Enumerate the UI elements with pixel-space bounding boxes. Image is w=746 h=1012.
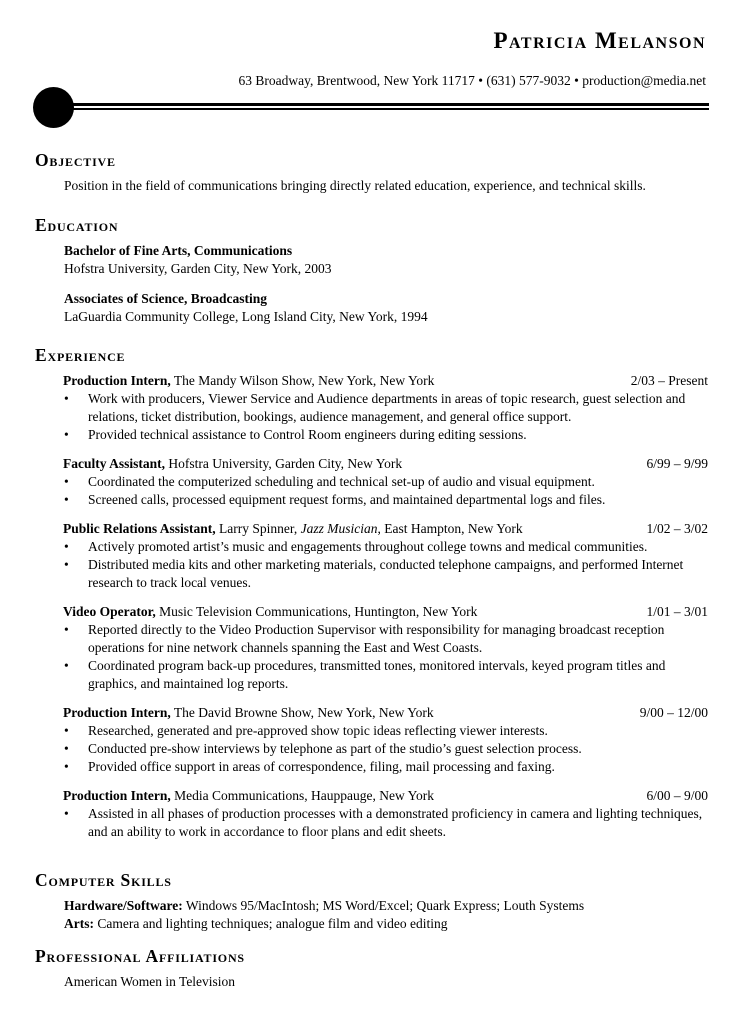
job-employer: Larry Spinner, Jazz Musician, East Hampton, New York xyxy=(219,521,523,536)
job-title: Video Operator, xyxy=(63,604,156,619)
job-entry xyxy=(63,520,708,592)
header-rule-thin xyxy=(54,108,709,110)
skills-arts xyxy=(64,915,708,933)
job-bullet: • Coordinated the computerized scheduling and technical set-up of audio and visual equipment. xyxy=(63,473,708,491)
job-entry xyxy=(63,704,708,776)
experience-section xyxy=(35,345,708,852)
job-title: Faculty Assistant, xyxy=(63,456,166,471)
education-section xyxy=(35,215,708,338)
affiliations-section xyxy=(35,946,708,991)
job-employer: Music Television Communications, Huntington, New York xyxy=(159,604,478,619)
job-bullet: • Provided office support in areas of correspondence, filing, mail processing and faxing. xyxy=(63,758,708,776)
skills-arts-label: Arts: xyxy=(64,916,94,931)
objective-text: Position in the field of communications bringing directly related education, experience, and technical skills. xyxy=(64,178,646,193)
applicant-name: Patricia Melanson xyxy=(493,28,706,53)
job-dates: 1/02 – 3/02 xyxy=(646,521,708,536)
job-entry xyxy=(63,455,708,509)
job-bullet: • Researched, generated and pre-approved show topic ideas reflecting viewer interests. xyxy=(63,722,708,740)
job-bullet: • Actively promoted artist’s music and engagements throughout college towns and medical communities. xyxy=(63,538,708,556)
objective-heading: Objective xyxy=(35,150,116,170)
job-dates: 6/00 – 9/00 xyxy=(646,788,708,803)
school: LaGuardia Community College, Long Island City, New York, 1994 xyxy=(64,309,428,324)
job-bullet: • Reported directly to the Video Production Supervisor with responsibility for managing broadcast reception operations for nine network channels spanning the East and West Coasts. xyxy=(63,621,708,657)
job-employer: The David Browne Show, New York, New York xyxy=(173,705,434,720)
skills-hardware-value: Windows 95/MacIntosh; MS Word/Excel; Quark Express; Louth Systems xyxy=(185,898,585,913)
skills-arts-value: Camera and lighting techniques; analogue film and video editing xyxy=(97,916,448,931)
degree: Associates of Science, Broadcasting xyxy=(64,291,267,306)
skills-hardware xyxy=(64,897,708,915)
job-employer: Hofstra University, Garden City, New York xyxy=(168,456,403,471)
job-dates: 6/99 – 9/99 xyxy=(646,456,708,471)
job-entry xyxy=(63,787,708,841)
job-bullet: • Assisted in all phases of production processes with a demonstrated proficiency in camera and lighting techniques, and an ability to work in accordance to floor plans and edit sheets. xyxy=(63,805,708,841)
job-dates: 1/01 – 3/01 xyxy=(646,604,708,619)
header-rule-thick xyxy=(54,103,709,106)
job-bullet: • Work with producers, Viewer Service and Audience departments in areas of topic research, guest selection and relations, ticket distribution, bookings, audience management, and general office support. xyxy=(63,390,708,426)
job-dates: 2/03 – Present xyxy=(630,373,708,388)
job-bullet: • Conducted pre-show interviews by telephone as part of the studio’s guest selection process. xyxy=(63,740,708,758)
education-item xyxy=(64,242,708,278)
skills-section xyxy=(35,870,708,933)
job-title: Production Intern, xyxy=(63,788,171,803)
education-heading: Education xyxy=(35,215,119,235)
job-title: Public Relations Assistant, xyxy=(63,521,216,536)
experience-heading: Experience xyxy=(35,345,126,365)
contact-line: 63 Broadway, Brentwood, New York 11717 • (631) 577-9032 • production@media.net xyxy=(238,73,706,88)
degree: Bachelor of Fine Arts, Communications xyxy=(64,243,293,258)
job-employer: The Mandy Wilson Show, New York, New York xyxy=(173,373,435,388)
objective-section xyxy=(35,150,708,195)
job-bullet: • Provided technical assistance to Control Room engineers during editing sessions. xyxy=(63,426,708,444)
affiliations-text: American Women in Television xyxy=(64,974,236,989)
job-employer: Media Communications, Hauppauge, New York xyxy=(174,788,434,803)
job-entry xyxy=(63,603,708,693)
job-title: Production Intern, xyxy=(63,373,171,388)
skills-heading: Computer Skills xyxy=(35,870,172,890)
job-entry xyxy=(63,372,708,444)
skills-hardware-label: Hardware/Software: xyxy=(64,898,183,913)
affiliations-heading: Professional Affiliations xyxy=(35,946,245,966)
job-bullet: • Screened calls, processed equipment request forms, and maintained departmental logs and files. xyxy=(63,491,708,509)
job-bullet: • Distributed media kits and other marketing materials, conducted telephone campaigns, and performed Internet research to track local venues. xyxy=(63,556,708,592)
education-item xyxy=(64,290,708,326)
employer-italic: Jazz Musician xyxy=(300,521,378,536)
job-title: Production Intern, xyxy=(63,705,171,720)
job-bullet: • Coordinated program back-up procedures, transmitted tones, monitored intervals, keyed program titles and graphics, and maintained log reports. xyxy=(63,657,708,693)
school: Hofstra University, Garden City, New York, 2003 xyxy=(64,261,332,276)
job-dates: 9/00 – 12/00 xyxy=(639,705,708,720)
